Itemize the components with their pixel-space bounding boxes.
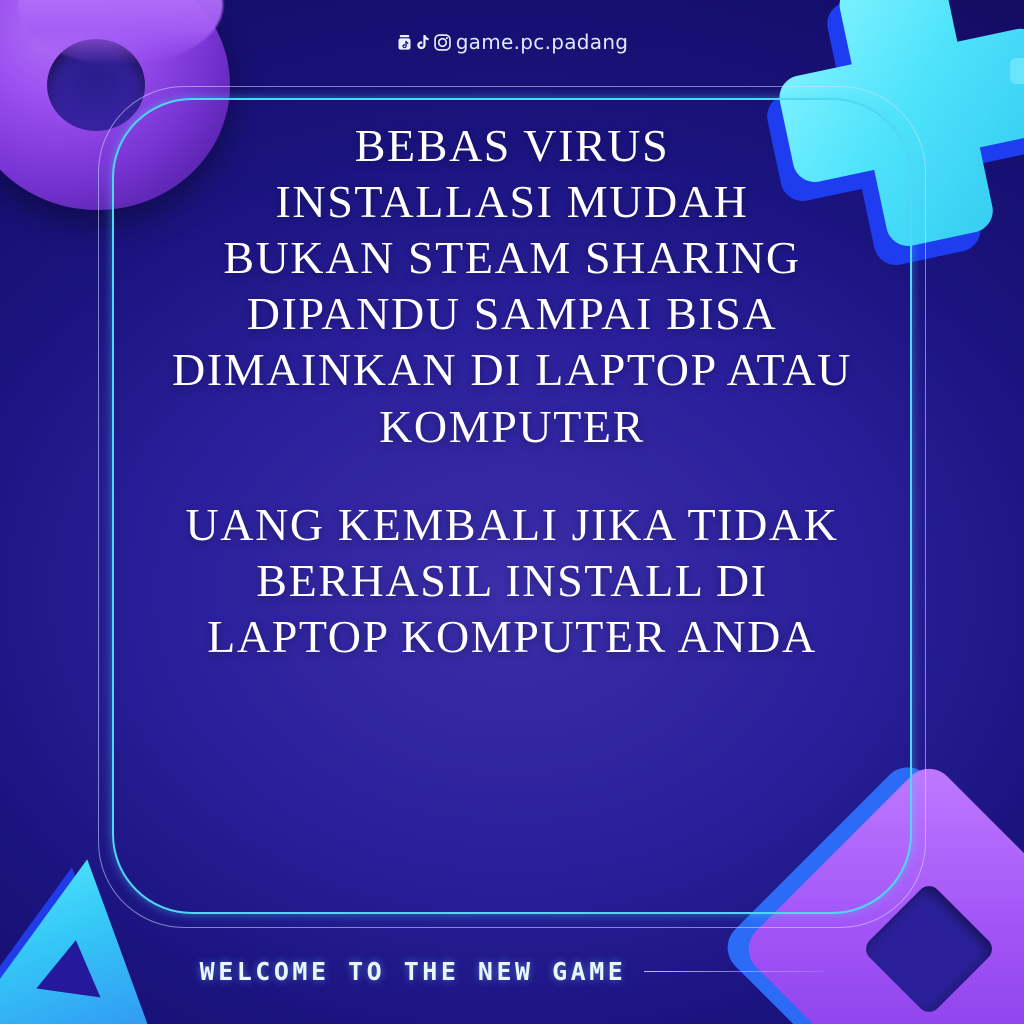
headline-line: UANG KEMBALI JIKA TIDAK: [185, 498, 839, 550]
headline-text: [130, 118, 894, 665]
social-handle: [0, 30, 1024, 54]
tiktok-note-icon: [415, 33, 432, 52]
footer-tagline: WELCOME TO THE NEW GAME: [199, 957, 627, 986]
edge-sliver-icon: [1010, 58, 1024, 84]
footer-bar: [0, 957, 1024, 986]
footer-divider: [644, 971, 824, 972]
headline-line: BERHASIL INSTALL DI: [256, 554, 768, 606]
handle-username: game.pc.padang: [455, 30, 629, 54]
headline-line: DIMAINKAN DI LAPTOP ATAU: [172, 344, 852, 396]
headline-line: BUKAN STEAM SHARING: [223, 232, 801, 284]
headline-block-2: [130, 497, 894, 665]
headline-block-1: [130, 118, 894, 455]
headline-line: BEBAS VIRUS: [354, 120, 670, 171]
headline-line: KOMPUTER: [379, 400, 645, 452]
headline-line: LAPTOP KOMPUTER ANDA: [207, 610, 817, 662]
instagram-icon: [434, 33, 451, 52]
headline-line: DIPANDU SAMPAI BISA: [246, 288, 778, 340]
tiktok-badge-icon: [396, 33, 413, 52]
headline-line: INSTALLASI MUDAH: [275, 176, 749, 228]
